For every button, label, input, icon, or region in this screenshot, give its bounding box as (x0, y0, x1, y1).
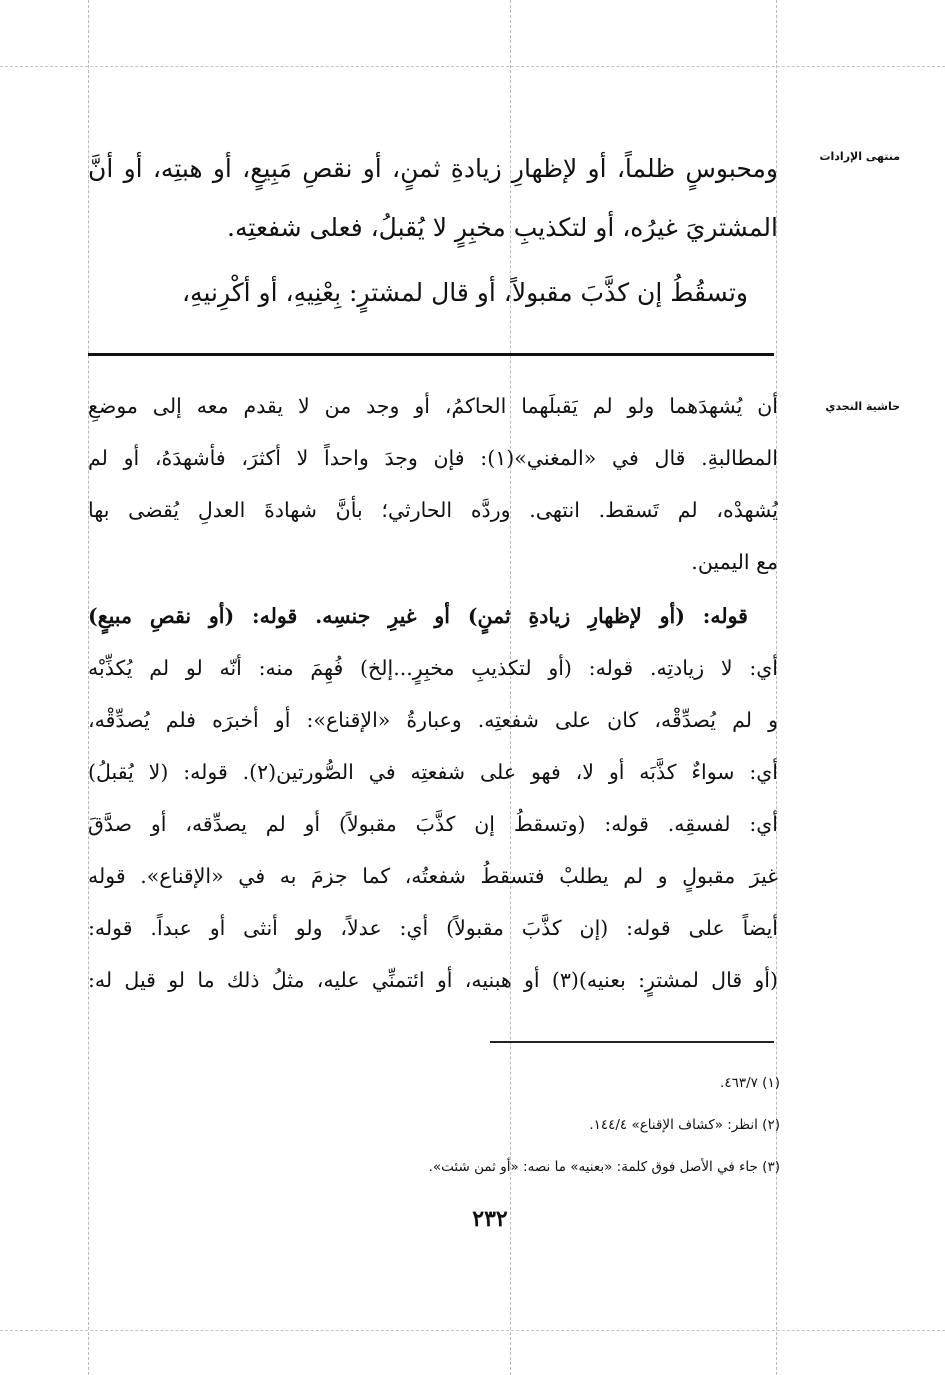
commentary-line: (أو قال لمشترٍ: بعنيه)(٣) أو هبنيه، أو ائتمنِّي عليه، مثلُ ذلك ما لو قيل له: (88, 968, 778, 992)
commentary-line: مع اليمين. (691, 550, 778, 574)
commentary-line: يُشهدْه، لم تَسقط. انتهى. وردَّه الحارثي؛ بأنَّ شهادةَ العدلِ يُقضى بها (88, 498, 778, 522)
commentary-line: أيضاً على قوله: (إن كذَّبَ مقبولاً) أي: عدلاً، ولو أنثى أو عبداً. قوله: (88, 916, 778, 940)
main-text-line: ومحبوسٍ ظلماً، أو لإظهارِ زيادةِ ثمنٍ، أو نقصِ مَبِيعٍ، أو هبتِه، أو أنَّ (88, 154, 778, 183)
commentary-line: أي: لا زيادتِه. قوله: (أو لتكذيبِ مخبِرٍ...إلخ) فُهِمَ منه: أنّه لو لم يُكذِّبْه (88, 656, 778, 680)
scan-guide-line (0, 1330, 945, 1331)
commentary-line: قوله: (أو لإظهارِ زيادةِ ثمنٍ) أو غيرِ جنسِه. قوله: (أو نقصِ مبيعٍ) (88, 604, 748, 628)
commentary-text (88, 380, 778, 1006)
footnote: (٢) انظر: «كشاف الإقناع» ١٤٤/٤. (589, 1117, 780, 1133)
commentary-line: و لم يُصدِّقْه، كان على شفعتِه. وعبارةُ «الإقناع»: أو أخبرَه فلم يُصدِّقْه، (88, 708, 778, 732)
commentary-line: أن يُشهدَهما ولو لم يَقبلَهما الحاكمُ، أو وجد من لا يقدم معه إلى موضعِ (88, 394, 778, 418)
commentary-line: غيرَ مقبولٍ و لم يطلبْ فتسقطُ شفعتُه، كما جزمَ به في «الإقناع». قوله (88, 864, 778, 888)
footnotes (330, 1062, 780, 1188)
commentary-label: حاشية النجدي (825, 400, 900, 413)
footnote: (١) ٤٦٣/٧. (720, 1075, 780, 1091)
main-text-line: المشتريَ غيرُه، أو لتكذيبِ مخبِرٍ لا يُقبلُ، فعلى شفعتِه. (227, 213, 778, 242)
main-text (88, 139, 778, 322)
main-book-label: منتهى الإرادات (819, 150, 900, 163)
footnote: (٣) جاء في الأصل فوق كلمة: «بعنيه» ما نصه: «أو ثمن شئت». (428, 1159, 780, 1175)
commentary-line: المطالبةِ. قال في «المغني»(١): فإن وجدَ واحداً لا أكثرَ، فأشهدَهُ، أو لم (88, 446, 778, 470)
commentary-line: أي: لفسقِه. قوله: (وتسقطُ إن كذَّبَ مقبولاً) أو لم يصدِّقه، أو صدَّقَ (88, 812, 778, 836)
footnote-divider (490, 1041, 774, 1043)
main-text-line: وتسقُطُ إن كذَّبَ مقبولاً، أو قال لمشترٍ: بِعْنِيهِ، أو أكْرِنيهِ، (181, 278, 748, 307)
section-divider (88, 353, 774, 356)
scan-guide-line (0, 66, 945, 67)
commentary-line: أي: سواءٌ كذَّبَه أو لا، فهو على شفعتِه في الصُّورتين(٢). قوله: (لا يُقبلُ) (88, 760, 778, 784)
page-number: ٢٣٢ (472, 1206, 508, 1232)
